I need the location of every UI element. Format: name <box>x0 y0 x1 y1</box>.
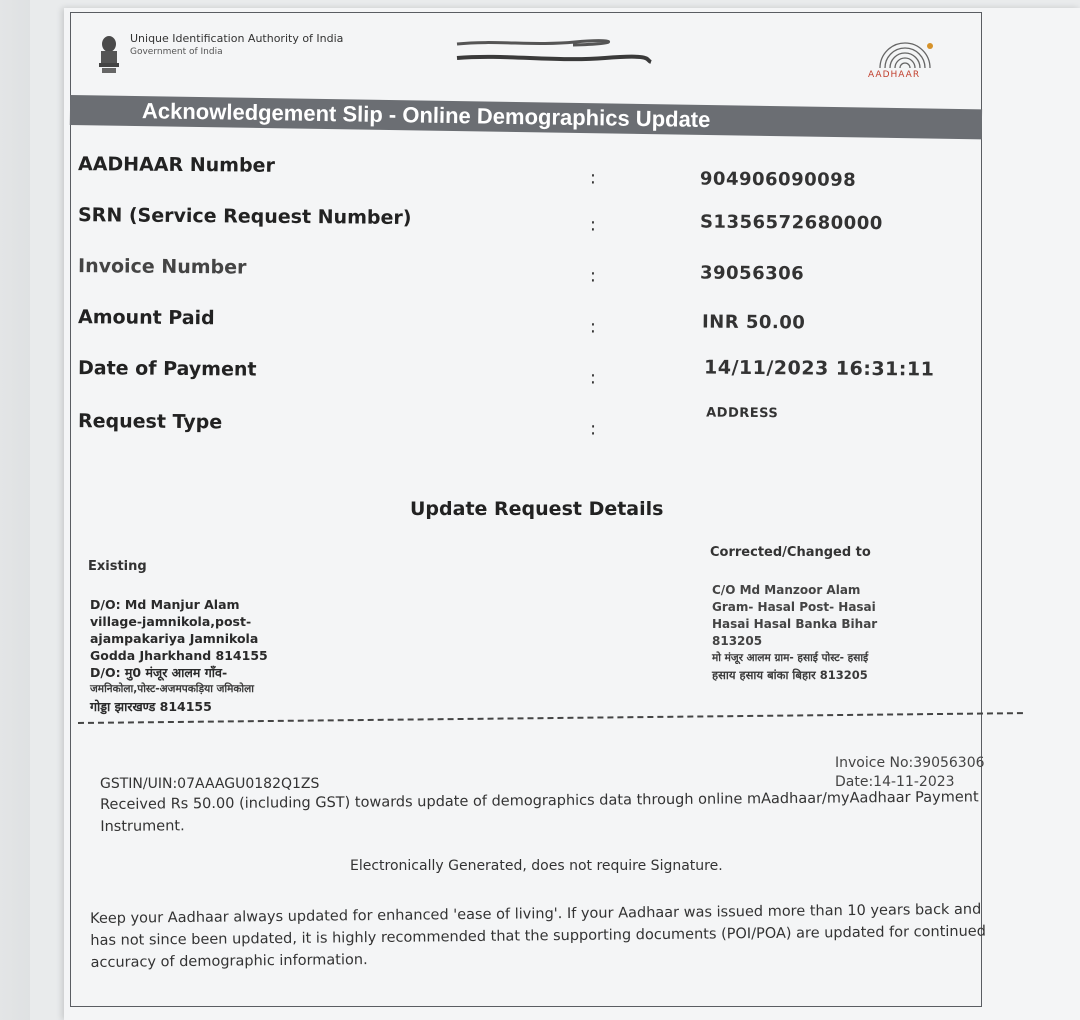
payment-received-text: Received Rs 50.00 (including GST) towards update of demographics data through online mAadhaar/myAadhaar Payment Instrument. <box>100 789 979 835</box>
field-colon: : <box>589 367 597 389</box>
existing-line: गोड्डा झारखण्ड 814155 <box>90 699 212 714</box>
org-subtitle: Government of India <box>130 47 223 57</box>
existing-line: village-jamnikola,post- <box>90 614 252 629</box>
changed-line: हसाय हसाय बांका बिहार 813205 <box>712 668 868 682</box>
field-value: 14/11/2023 16:31:11 <box>703 356 935 381</box>
existing-heading: Existing <box>88 559 147 574</box>
changed-address <box>712 582 877 684</box>
invoice-date-label: Date:14-11-2023 <box>835 774 955 790</box>
field-colon: : <box>589 167 597 189</box>
aadhaar-logo-text: AADHAAR <box>868 70 921 80</box>
org-name: Unique Identification Authority of India <box>130 32 344 45</box>
invoice-number-label: Invoice No:39056306 <box>835 755 985 771</box>
field-value: INR 50.00 <box>701 311 806 334</box>
changed-line: Hasai Hasal Banka Bihar <box>712 617 878 631</box>
field-value: S1356572680000 <box>699 211 883 235</box>
national-emblem-icon <box>96 34 122 76</box>
update-details-heading: Update Request Details <box>410 498 664 520</box>
update-advisory-text: Keep your Aadhaar always updated for enhanced 'ease of living'. If your Aadhaar was issued more than 10 years back and has not since been updated, it is highly recommended that the supporting documents (POI/POA) are updated for continued accuracy of demographic information. <box>90 901 986 971</box>
slip-title-banner: Acknowledgement Slip - Online Demographics Update <box>70 95 982 139</box>
field-value: ADDRESS <box>706 405 779 422</box>
existing-line: ajampakariya Jamnikola <box>90 631 259 646</box>
field-label: Date of Payment <box>77 357 257 381</box>
field-colon: : <box>589 316 597 338</box>
field-label: SRN (Service Request Number) <box>77 204 412 229</box>
redacted-scribble <box>455 36 655 76</box>
existing-address <box>90 596 268 715</box>
field-value: 904906090098 <box>699 168 857 191</box>
gstin-label: GSTIN/UIN:07AAAGU0182Q1ZS <box>100 776 320 792</box>
field-colon: : <box>589 265 597 287</box>
field-value: 39056306 <box>699 262 805 285</box>
field-colon: : <box>589 418 597 440</box>
field-label: Request Type <box>77 410 223 434</box>
changed-line: मो मंजूर आलम ग्राम- हसाई पोस्ट- हसाई <box>712 652 869 664</box>
field-label: Amount Paid <box>77 306 215 330</box>
existing-line: जमनिकोला,पोस्ट-अजमपकड़िया जमिकोला <box>90 683 254 695</box>
field-label: AADHAAR Number <box>77 153 275 177</box>
field-label: Invoice Number <box>77 255 247 279</box>
changed-heading: Corrected/Changed to <box>710 545 871 560</box>
existing-line: D/O: मु0 मंजूर आलम गाँव- <box>90 665 228 680</box>
field-colon: : <box>589 214 597 236</box>
changed-line: 813205 <box>712 634 763 648</box>
existing-line: D/O: Md Manjur Alam <box>90 597 240 612</box>
changed-line: Gram- Hasal Post- Hasai <box>712 600 876 614</box>
changed-line: C/O Md Manzoor Alam <box>712 583 861 597</box>
existing-line: Godda Jharkhand 814155 <box>90 648 268 663</box>
electronic-note: Electronically Generated, does not require Signature. <box>350 858 723 874</box>
